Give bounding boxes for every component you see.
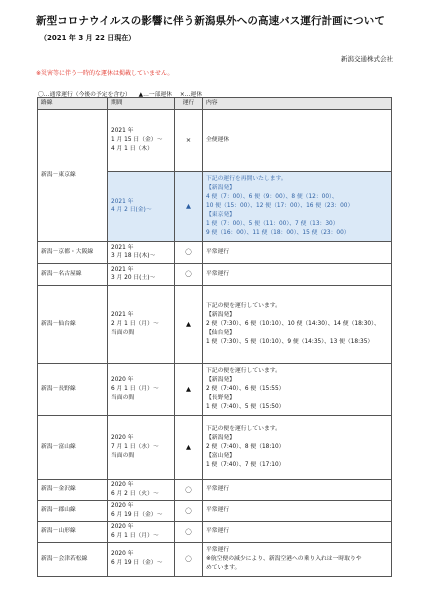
table-row [38, 363, 392, 415]
table-row [38, 415, 392, 479]
status-mark: 〇 [175, 542, 203, 576]
content-line: 平常運行 [206, 507, 230, 514]
period-line: 1 月 15 日（金）～ [111, 136, 163, 143]
status-mark: × [175, 109, 203, 171]
table-row [38, 521, 392, 542]
period-line: 4 月 2 日(金)～ [111, 207, 152, 214]
period-line: 6 月 1 日（月）～ [111, 532, 159, 539]
period-line: 2021 年 [111, 244, 134, 251]
period-line: 6 月 19 日（金）～ [111, 560, 163, 567]
content-cell [203, 542, 392, 576]
route-name: 新潟－京都・大阪線 [38, 241, 108, 263]
header-period: 期間 [108, 98, 175, 110]
header-route: 路線 [38, 98, 108, 110]
content-line: 【東京発】 [206, 211, 235, 218]
content-line: 【新潟発】 [206, 435, 235, 441]
route-name: 新潟－長野線 [38, 363, 108, 415]
period-line: 2021 年 [111, 128, 134, 134]
content-line: 【新潟発】 [206, 312, 235, 318]
content-line: 2 便（7:40）、6 便（15:55） [206, 385, 285, 392]
period-cell [108, 241, 175, 263]
content-line: 10 便（15：00）、12 便（17：00）、16 便（23：00） [206, 202, 354, 209]
table-row [38, 241, 392, 263]
status-mark: ▲ [175, 415, 203, 479]
content-line: 【富山発】 [206, 452, 235, 459]
document-title: 新型コロナウイルスの影響に伴う新潟県外への高速バス運行計画について [36, 15, 385, 27]
period-cell [108, 363, 175, 415]
table-row [38, 285, 392, 363]
content-line: めています。 [206, 564, 241, 571]
period-line: 2020 年 [111, 502, 134, 509]
status-mark: ▲ [175, 285, 203, 363]
route-name: 新潟－名古屋線 [38, 263, 108, 285]
table-body [38, 109, 392, 576]
route-name: 新潟－金沢線 [38, 479, 108, 500]
period-line: 3 月 20 日(土)～ [111, 275, 156, 282]
period-line: 6 月 19 日（金）～ [111, 511, 163, 518]
status-mark: 〇 [175, 241, 203, 263]
legend-normal: 〇…通常運行（今後の予定を含む） [38, 92, 131, 98]
period-cell [108, 415, 175, 479]
period-line: 2020 年 [111, 435, 134, 441]
route-name: 新潟－郡山線 [38, 500, 108, 521]
period-line: 当面の間 [111, 329, 135, 336]
content-cell [203, 241, 392, 263]
status-mark: ▲ [175, 171, 203, 241]
content-line: 2 便（7:30）、6 便（10:10）、10 便（14:30）、14 便（18:30）、 [206, 320, 380, 327]
period-line: 当面の間 [111, 394, 135, 401]
period-cell [108, 521, 175, 542]
content-line: 1 便（7：00）、5 便（11：00）、7 便（13：30） [206, 220, 339, 227]
legend-partial: ▲…一部運休 [138, 92, 173, 98]
content-line: 平常運行 [206, 528, 230, 535]
period-cell [108, 109, 175, 171]
content-line: 下記の便を運行しています。 [206, 368, 281, 375]
period-cell [108, 263, 175, 285]
status-mark: 〇 [175, 521, 203, 542]
content-line: 1 便（7:40）、5 便（15:50） [206, 403, 285, 410]
content-line: 下記の運行を再開いたします。 [206, 176, 287, 183]
content-cell [203, 415, 392, 479]
status-mark: ▲ [175, 363, 203, 415]
period-line: 4 月 1 日（木） [111, 145, 153, 152]
content-cell [203, 171, 392, 241]
content-cell [203, 263, 392, 285]
content-line: 全便運休 [206, 136, 230, 143]
content-line: 下記の便を運行しています。 [206, 426, 281, 433]
period-cell [108, 171, 175, 241]
as-of-date: （2021 年 3 月 22 日現在） [40, 34, 136, 42]
content-line: 4 便（7：00）、6 便（9：00）、8 便（12：00）、 [206, 194, 338, 200]
content-line: 9 便（16：00）、11 便（18：00）、15 便（23：00） [206, 229, 350, 236]
content-line: 1 便（7:40）、7 便（17:10） [206, 461, 285, 468]
status-mark: 〇 [175, 500, 203, 521]
period-line: 2020 年 [111, 551, 134, 558]
period-line: 2021 年 [111, 198, 134, 205]
content-line: 2 便（7:40）、8 便（18:10） [206, 443, 285, 450]
content-cell [203, 285, 392, 363]
table-header-row [38, 98, 392, 110]
content-cell [203, 363, 392, 415]
period-line: 2020 年 [111, 481, 134, 488]
route-name: 新潟－東京線 [38, 109, 108, 241]
period-cell [108, 542, 175, 576]
table-row [38, 263, 392, 285]
content-cell [203, 521, 392, 542]
period-line: 7 月 1 日（水）～ [111, 443, 159, 450]
period-line: 6 月 2 日（火）～ [111, 490, 159, 497]
route-name: 新潟－仙台線 [38, 285, 108, 363]
period-line: 当面の間 [111, 452, 135, 459]
content-line: 平常運行 [206, 486, 230, 493]
content-line: 【新潟発】 [206, 377, 235, 383]
period-line: 2020 年 [111, 523, 134, 530]
content-line: 【新潟発】 [206, 185, 235, 192]
content-cell [203, 479, 392, 500]
content-line: 平常運行 [206, 248, 230, 255]
table-row [38, 500, 392, 521]
period-cell [108, 285, 175, 363]
period-line: 2020 年 [111, 377, 134, 383]
bus-plan-table [37, 97, 392, 577]
period-cell [108, 479, 175, 500]
route-name: 新潟－山形線 [38, 521, 108, 542]
route-name: 新潟－富山線 [38, 415, 108, 479]
content-line: 平常運行 [206, 270, 230, 277]
table-row [38, 109, 392, 171]
period-line: 2021 年 [111, 266, 134, 273]
period-line: 6 月 1 日（月）～ [111, 385, 159, 392]
disaster-notice: ※災害等に伴う一時的な運休は掲載していません。 [36, 70, 174, 77]
content-line: ※航空便の減少により、新潟空港への乗り入れは一時取りや [206, 555, 362, 562]
content-cell [203, 500, 392, 521]
route-name: 新潟－会津若松線 [38, 542, 108, 576]
period-line: 2 月 1 日（月）～ [111, 320, 159, 327]
content-line: 【長野発】 [206, 394, 235, 401]
table-row [38, 542, 392, 576]
content-line: 【仙台発】 [206, 329, 235, 336]
status-mark: 〇 [175, 263, 203, 285]
content-line: 平常運行 [206, 546, 230, 553]
period-cell [108, 500, 175, 521]
table-row [38, 479, 392, 500]
content-cell [203, 109, 392, 171]
header-content: 内容 [203, 98, 392, 110]
legend-suspended: ×…運休 [179, 92, 203, 98]
period-line: 2021 年 [111, 312, 134, 318]
content-line: 下記の便を運行しています。 [206, 303, 281, 310]
header-status: 運行 [175, 98, 203, 110]
period-line: 3 月 18 日(木)～ [111, 253, 156, 260]
company-name: 新潟交通株式会社 [341, 55, 393, 63]
status-mark: 〇 [175, 479, 203, 500]
content-line: 1 便（7:30）、5 便（10:10）、9 便（14:35）、13 便（18:35） [206, 338, 374, 345]
